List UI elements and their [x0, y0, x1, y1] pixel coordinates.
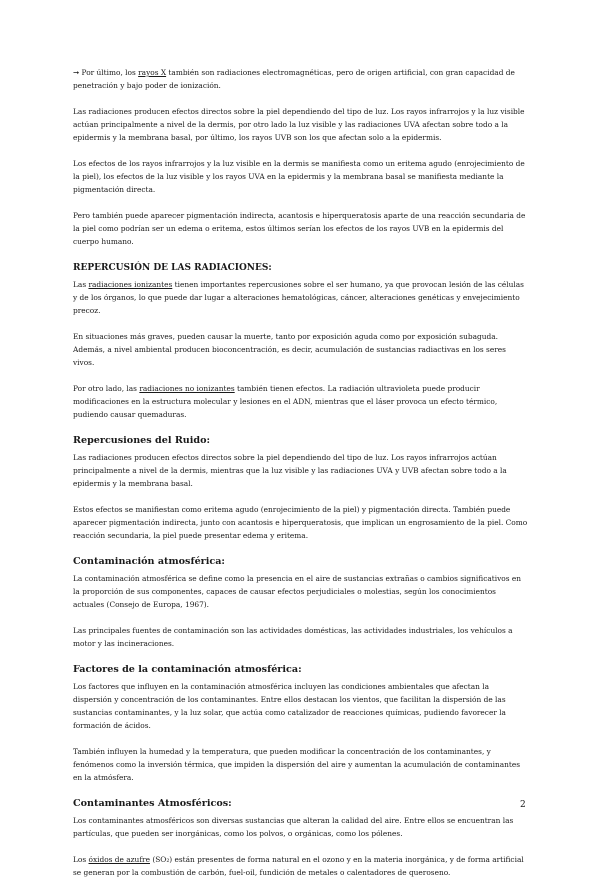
radiaciones-no-ionizantes-link[interactable]: radiaciones no ionizantes [139, 384, 235, 393]
paragraph-factores-2: También influyen la humedad y la temperatura, que pueden modificar la concentración de los contaminantes, y fenómenos como la inversión térmica, que impiden la dispersión del aire y aumentan la acumulación de contaminantes en la atmósfera. [73, 747, 521, 782]
paragraph-fuentes: Las principales fuentes de contaminación son las actividades domésticas, las actividades industriales, los vehículos a motor y las incineraciones. [73, 626, 513, 648]
oxidos-azufre-link[interactable]: óxidos de azufre [88, 855, 150, 864]
paragraph-eritema: Los efectos de los rayos infrarrojos y la luz visible en la dermis se manifiesta como un eritema agudo (enrojecimiento de la piel), los efectos de la luz visible y los rayos UVA en la epidermis y la membrana basal se manifiesta mediante la pigmentación directa. [73, 159, 525, 194]
heading-factores: Factores de la contaminación atmosférica: [73, 664, 302, 675]
heading-repercusion-radiaciones: REPERCUSIÓN DE LAS RADIACIONES: [73, 263, 272, 273]
paragraph-ionizantes: Las radiaciones ionizantes tienen importantes repercusiones sobre el ser humano, ya que provocan lesión de las células y de los órganos, lo que puede dar lugar a alteraciones hematológicas, cáncer, alteraciones genéticas y envejecimiento precoz. [73, 280, 524, 315]
paragraph-situaciones-graves: En situaciones más graves, pueden causar la muerte, tanto por exposición aguda como por exposición subaguda. Además, a nivel ambiental producen bioconcentración, es decir, acumulación de sustancias radiactivas en los seres vivos. [73, 332, 506, 367]
document-page [73, 66, 528, 892]
paragraph-no-ionizantes: Por otro lado, las radiaciones no ionizantes también tienen efectos. La radiación ultravioleta puede producir modificaciones en la estructura molecular y lesiones en el ADN, mientras que el láser provoca un efecto térmico, pudiendo causar quemaduras. [73, 384, 498, 419]
paragraph-contaminantes-1: Los contaminantes atmosféricos son diversas sustancias que alteran la calidad del aire. Entre ellos se encuentran las partículas, que pueden ser inorgánicas, como los polvos, o orgánicas, como los pólenes. [73, 816, 514, 838]
paragraph-ruido-1: Las radiaciones producen efectos directos sobre la piel dependiendo del tipo de luz. Los rayos infrarrojos actúan principalmente a nivel de la dermis, mientras que la luz visible y las radiaciones UVA y UVB afectan sobre todo a la epidermis y la membrana basal. [73, 453, 507, 488]
paragraph-definicion-contaminacion: La contaminación atmosférica se define como la presencia en el aire de sustancias extrañas o cambios significativos en la proporción de sus componentes, capaces de causar efectos perjudiciales o molestias, según los conocimientos actuales (Consejo de Europa, 1967). [73, 574, 521, 609]
radiaciones-ionizantes-link[interactable]: radiaciones ionizantes [88, 280, 173, 289]
paragraph-efectos-piel: Las radiaciones producen efectos directos sobre la piel dependiendo del tipo de luz. Los rayos infrarrojos y la luz visible actúan principalmente a nivel de la dermis, por otro lado la luz visible y las radiaciones UVA afectan sobre todo a la epidermis y la membrana basal, por último, los rayos UVB son los que afectan solo a la epidermis. [73, 107, 525, 142]
paragraph-rayos-x: ➞ Por último, los rayos X también son radiaciones electromagnéticas, pero de origen artificial, con gran capacidad de penetración y bajo poder de ionización. [73, 68, 515, 90]
page-number: 2 [520, 800, 526, 810]
rayos-x-link[interactable]: rayos X [138, 68, 167, 77]
paragraph-pigmentacion: Pero también puede aparecer pigmentación indirecta, acantosis e hiperqueratosis aparte de una reacción secundaria de la piel como podrían ser un edema o eritema, estos últimos serían los efectos de los rayos UVB en la epidermis del cuerpo humano. [73, 211, 526, 246]
heading-contaminantes: Contaminantes Atmosféricos: [73, 798, 232, 809]
paragraph-factores-1: Los factores que influyen en la contaminación atmosférica incluyen las condiciones ambientales que afectan la dispersión y concentración de los contaminantes. Entre ellos destacan los vientos, que facilitan la dispersión de las sustancias contaminantes, y la luz solar, que actúa como catalizador de reacciones químicas, pudiendo favorecer la formación de ácidos. [73, 682, 506, 730]
paragraph-oxidos-azufre: Los óxidos de azufre (SO₂) están presentes de forma natural en el ozono y en la materia inorgánica, y de forma artificial se generan por la combustión de carbón, fuel-oil, fundición de metales o calentadores de queroseno. [73, 855, 524, 877]
heading-repercusiones-ruido: Repercusiones del Ruido: [73, 435, 211, 446]
paragraph-ruido-2: Estos efectos se manifiestan como eritema agudo (enrojecimiento de la piel) y pigmentación directa. También puede aparecer pigmentación indirecta, junto con acantosis e hiperqueratosis, que implican un engrosamiento de la piel. Como reacción secundaria, la piel puede presentar edema y eritema. [73, 505, 528, 540]
heading-contaminacion-atmosferica: Contaminación atmosférica: [73, 556, 225, 567]
